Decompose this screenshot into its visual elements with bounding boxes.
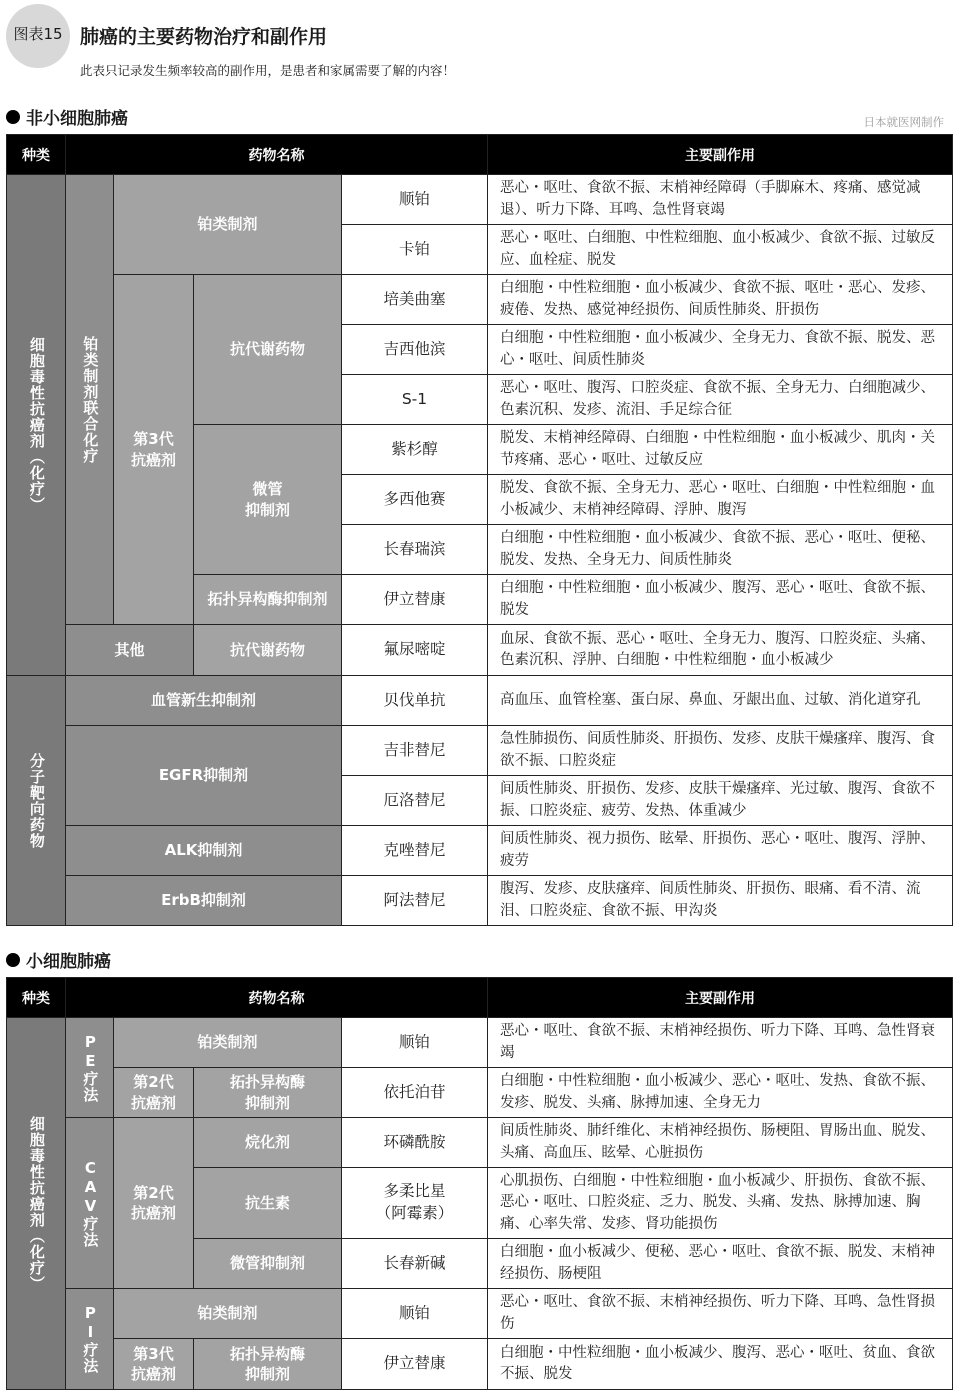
side-effects: 白细胞・中性粒细胞・血小板减少、食欲不振、呕吐・恶心、发疹、疲倦、发热、感觉神经损伤、间质性肺炎、肝损伤 [488,275,953,325]
regimen-pe: PE疗法 [66,1018,114,1118]
class-gen3: 第3代 抗癌剂 [114,275,194,625]
section-title-nsclc: 非小细胞肺癌 [26,109,128,129]
subclass-other-antimetabolite: 抗代谢药物 [194,625,342,676]
subclass-microtubule: 微管抑制剂 [194,1239,342,1289]
side-effects: 恶心・呕吐、食欲不振、末梢神经损伤、听力下降、耳鸣、急性肾衰竭 [488,1018,953,1068]
group-other: 其他 [66,625,194,676]
drug-name: 顺铂 [342,175,488,225]
subclass-pi-topoisomerase: 拓扑异构酶 抑制剂 [194,1339,342,1390]
side-effects: 白细胞・中性粒细胞・血小板减少、腹泻、恶心・呕吐、贫血、食欲不振、脱发 [488,1339,953,1390]
drug-name: 吉非替尼 [342,726,488,776]
header-type: 种类 [7,978,66,1018]
drug-name: 顺铂 [342,1289,488,1339]
section-heading-nsclc [6,104,128,129]
class-erbb: ErbB抑制剂 [66,876,342,926]
drug-name: 厄洛替尼 [342,776,488,826]
figure-subtitle: 此表只记录发生频率较高的副作用，是患者和家属需要了解的内容！ [80,63,456,78]
side-effects: 血尿、食欲不振、恶心・呕吐、全身无力、腹泻、口腔炎症、头痛、色素沉积、浮肿、白细胞・中性粒细胞・血小板减少 [488,625,953,676]
header-drug-name: 药物名称 [66,135,488,175]
category-chemo: 细胞毒性抗癌剂（化疗） [7,1018,66,1390]
side-effects: 白细胞・血小板减少、便秘、恶心・呕吐、食欲不振、脱发、末梢神经损伤、肠梗阻 [488,1239,953,1289]
side-effects: 脱发、末梢神经障碍、白细胞・中性粒细胞・血小板减少、肌肉・关节疼痛、恶心・呕吐、过敏反应 [488,425,953,475]
drug-name: 环磷酰胺 [342,1118,488,1168]
drug-name: 多柔比星 （阿霉素） [342,1168,488,1239]
drug-name: 长春新碱 [342,1239,488,1289]
drug-name: 克唑替尼 [342,826,488,876]
bullet-dot-icon [6,953,20,967]
side-effects: 白细胞・中性粒细胞・血小板减少、全身无力、食欲不振、脱发、恶心・呕吐、间质性肺炎 [488,325,953,375]
bullet-dot-icon [6,110,20,124]
drug-name: 多西他赛 [342,475,488,525]
category-targeted: 分子靶向药物 [7,676,66,926]
drug-name: 阿法替尼 [342,876,488,926]
section-title-sclc: 小细胞肺癌 [26,952,111,972]
subclass-microtubule: 微管 抑制剂 [194,425,342,575]
class-angiogenesis: 血管新生抑制剂 [66,676,342,726]
figure-title: 肺癌的主要药物治疗和副作用 [80,26,328,48]
side-effects: 恶心・呕吐、食欲不振、末梢神经障碍（手脚麻木、疼痛、感觉减退）、听力下降、耳鸣、急性肾衰竭 [488,175,953,225]
drug-name: 吉西他滨 [342,325,488,375]
section-heading-sclc [6,947,111,972]
sclc-table [6,977,953,1390]
drug-name: 依托泊苷 [342,1068,488,1118]
side-effects: 高血压、血管栓塞、蛋白尿、鼻血、牙龈出血、过敏、消化道穿孔 [488,676,953,726]
subclass-antibiotic: 抗生素 [194,1168,342,1239]
side-effects: 白细胞・中性粒细胞・血小板减少、腹泻、恶心・呕吐、食欲不振、脱发 [488,575,953,625]
credit-text: 日本就医网制作 [863,115,944,129]
drug-name: 贝伐单抗 [342,676,488,726]
nsclc-table [6,134,953,926]
class-pi-gen3: 第3代 抗癌剂 [114,1339,194,1390]
side-effects: 间质性肺炎、肝损伤、发疹、皮肤干燥瘙痒、光过敏、腹泻、食欲不振、口腔炎症、疲劳、发热、体重减少 [488,776,953,826]
drug-name: 氟尿嘧啶 [342,625,488,676]
class-pe-platinum: 铂类制剂 [114,1018,342,1068]
side-effects: 急性肺损伤、间质性肺炎、肝损伤、发疹、皮肤干燥瘙痒、腹泻、食欲不振、口腔炎症 [488,726,953,776]
header-drug-name: 药物名称 [66,978,488,1018]
regimen-cav: CAV疗法 [66,1118,114,1289]
class-egfr: EGFR抑制剂 [66,726,342,826]
header-side-effects: 主要副作用 [488,978,953,1018]
class-pe-gen2: 第2代 抗癌剂 [114,1068,194,1118]
subclass-alkylating: 烷化剂 [194,1118,342,1168]
figure-badge: 图表15 [6,4,70,68]
side-effects: 白细胞・中性粒细胞・血小板减少、恶心・呕吐、发热、食欲不振、发疹、脱发、头痛、脉搏加速、全身无力 [488,1068,953,1118]
side-effects: 腹泻、发疹、皮肤瘙痒、间质性肺炎、肝损伤、眼痛、看不清、流泪、口腔炎症、食欲不振、甲沟炎 [488,876,953,926]
drug-name: S-1 [342,375,488,425]
class-cav-gen2: 第2代 抗癌剂 [114,1118,194,1289]
side-effects: 恶心・呕吐、食欲不振、末梢神经损伤、听力下降、耳鸣、急性肾损伤 [488,1289,953,1339]
header-type: 种类 [7,135,66,175]
drug-name: 紫杉醇 [342,425,488,475]
subclass-antimetabolite: 抗代谢药物 [194,275,342,425]
regimen-pi: PI疗法 [66,1289,114,1390]
side-effects: 脱发、食欲不振、全身无力、恶心・呕吐、白细胞・中性粒细胞・血小板减少、末梢神经障碍、浮肿、腹泻 [488,475,953,525]
class-alk: ALK抑制剂 [66,826,342,876]
drug-name: 培美曲塞 [342,275,488,325]
class-pi-platinum: 铂类制剂 [114,1289,342,1339]
category-chemo: 细胞毒性抗癌剂（化疗） [7,175,66,676]
side-effects: 恶心・呕吐、腹泻、口腔炎症、食欲不振、全身无力、白细胞减少、色素沉积、发疹、流泪、手足综合征 [488,375,953,425]
subclass-topoisomerase: 拓扑异构酶抑制剂 [194,575,342,625]
class-platinum: 铂类制剂 [114,175,342,275]
group-platinum-combo: 铂类制剂联合化疗 [66,175,114,625]
side-effects: 心肌损伤、白细胞・中性粒细胞・血小板减少、肝损伤、食欲不振、恶心・呕吐、口腔炎症、乏力、脱发、头痛、发热、脉搏加速、胸痛、心率失常、发疹、肾功能损伤 [488,1168,953,1239]
side-effects: 白细胞・中性粒细胞・血小板减少、食欲不振、恶心・呕吐、便秘、脱发、发热、全身无力、间质性肺炎 [488,525,953,575]
header-side-effects: 主要副作用 [488,135,953,175]
side-effects: 间质性肺炎、肺纤维化、末梢神经损伤、肠梗阻、胃肠出血、脱发、头痛、高血压、眩晕、心脏损伤 [488,1118,953,1168]
drug-name: 伊立替康 [342,575,488,625]
drug-name: 长春瑞滨 [342,525,488,575]
side-effects: 间质性肺炎、视力损伤、眩晕、肝损伤、恶心・呕吐、腹泻、浮肿、疲劳 [488,826,953,876]
drug-name: 顺铂 [342,1018,488,1068]
drug-name: 卡铂 [342,225,488,275]
drug-name: 伊立替康 [342,1339,488,1390]
subclass-pe-topoisomerase: 拓扑异构酶 抑制剂 [194,1068,342,1118]
side-effects: 恶心・呕吐、白细胞、中性粒细胞、血小板减少、食欲不振、过敏反应、血栓症、脱发 [488,225,953,275]
